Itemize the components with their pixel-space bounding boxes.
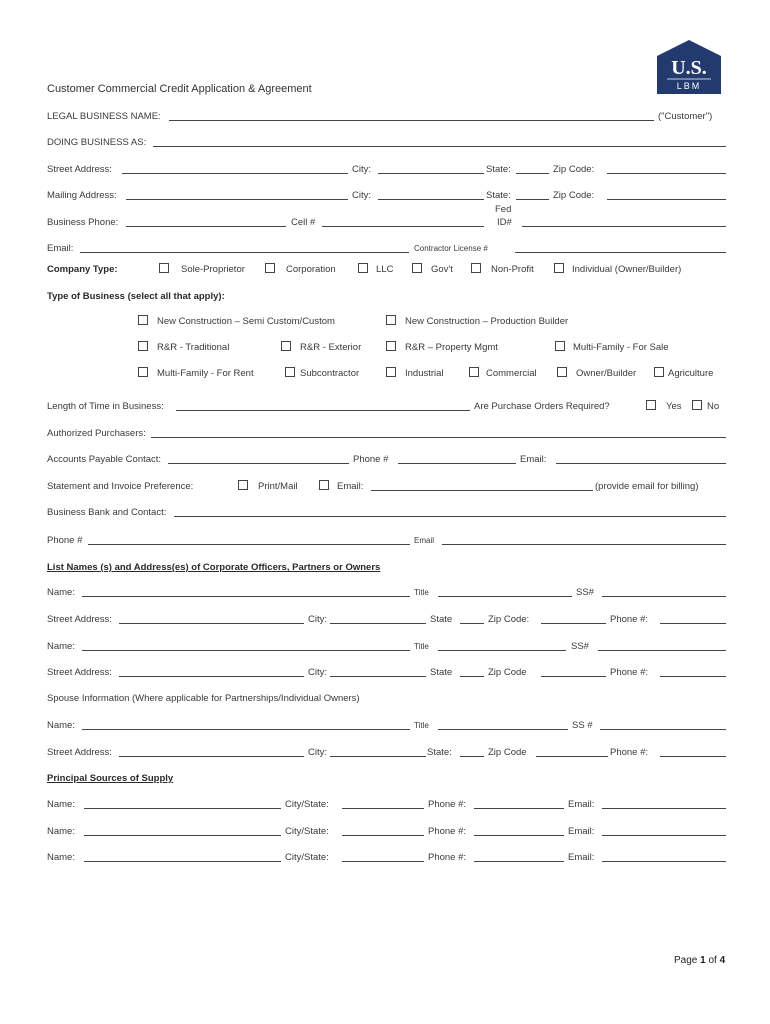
- officer1-city-field[interactable]: [330, 623, 426, 624]
- cell-label: Cell #: [291, 217, 316, 228]
- new-construction-custom-label: New Construction – Semi Custom/Custom: [157, 316, 335, 327]
- officer1-phone-label: Phone #:: [610, 614, 649, 625]
- mailing-label: Mailing Address:: [47, 190, 117, 201]
- street-label: Street Address:: [47, 164, 112, 175]
- page-indicator: [674, 955, 725, 966]
- multifamily-sale-checkbox[interactable]: [555, 341, 565, 351]
- supply3-name-field[interactable]: [84, 861, 281, 862]
- spouse-city-field[interactable]: [330, 756, 426, 757]
- contractor-license-field[interactable]: [515, 252, 726, 253]
- email-field[interactable]: [80, 252, 409, 253]
- ap-phone-label: Phone #: [353, 454, 389, 465]
- owner-builder-label: Owner/Builder: [576, 368, 637, 379]
- supply3-email-label: Email:: [568, 852, 595, 863]
- supply3-phone-label: Phone #:: [428, 852, 467, 863]
- state-field[interactable]: [516, 173, 549, 174]
- spouse-state-label: State:: [427, 747, 452, 758]
- officer2-street-label: Street Address:: [47, 667, 112, 678]
- officer2-title-label: Title: [414, 642, 429, 651]
- supply1-email-field[interactable]: [602, 808, 726, 809]
- non-profit-label: Non-Profit: [491, 264, 534, 275]
- mailing-state-field[interactable]: [516, 199, 549, 200]
- owner-builder-checkbox[interactable]: [557, 367, 567, 377]
- subcontractor-checkbox[interactable]: [285, 367, 295, 377]
- print-mail-checkbox[interactable]: [238, 480, 248, 490]
- page-word: Page: [674, 955, 701, 966]
- officer2-ss-field[interactable]: [598, 650, 726, 651]
- multifamily-rent-label: Multi-Family - For Rent: [157, 368, 254, 379]
- new-construction-custom-checkbox[interactable]: [138, 315, 148, 325]
- fed-label-line2: ID#: [497, 217, 512, 228]
- fed-label-line1: Fed: [495, 204, 512, 215]
- sole-proprietor-checkbox[interactable]: [159, 263, 169, 273]
- email-label: Email:: [47, 243, 74, 254]
- city-field[interactable]: [378, 173, 484, 174]
- new-construction-production-checkbox[interactable]: [386, 315, 396, 325]
- spouse-state-field[interactable]: [460, 756, 484, 757]
- llc-checkbox[interactable]: [358, 263, 368, 273]
- supply1-citystate-field[interactable]: [342, 808, 424, 809]
- page-total: 4: [719, 955, 726, 966]
- subcontractor-label: Subcontractor: [300, 368, 360, 379]
- rr-property-checkbox[interactable]: [386, 341, 396, 351]
- bank-phone-field[interactable]: [88, 544, 410, 545]
- business-type-label: Type of Business (select all that apply):: [47, 291, 225, 302]
- po-yes-checkbox[interactable]: [646, 400, 656, 410]
- us-lbm-logo: [655, 38, 723, 94]
- po-no-checkbox[interactable]: [692, 400, 702, 410]
- page-number: 1: [700, 955, 706, 966]
- supply2-citystate-field[interactable]: [342, 835, 424, 836]
- rr-traditional-label: R&R - Traditional: [157, 342, 230, 353]
- officer1-state-label: State: [430, 614, 453, 625]
- authorized-field[interactable]: [151, 437, 726, 438]
- print-mail-label: Print/Mail: [258, 481, 298, 492]
- supply1-email-label: Email:: [568, 799, 595, 810]
- supply-heading: Principal Sources of Supply: [47, 773, 174, 784]
- officer2-phone-field[interactable]: [660, 676, 726, 677]
- supply2-name-field[interactable]: [84, 835, 281, 836]
- officer1-name-field[interactable]: [82, 596, 410, 597]
- mailing-city-field[interactable]: [378, 199, 484, 200]
- officer1-ss-field[interactable]: [602, 596, 726, 597]
- supply2-phone-field[interactable]: [474, 835, 564, 836]
- length-label: Length of Time in Business:: [47, 401, 164, 412]
- officer1-street-field[interactable]: [119, 623, 304, 624]
- provide-email-note: (provide email for billing): [595, 481, 699, 492]
- mailing-field[interactable]: [126, 199, 348, 200]
- mailing-state-label: State:: [486, 190, 511, 201]
- customer-suffix: ("Customer"): [658, 111, 713, 122]
- supply1-phone-label: Phone #:: [428, 799, 467, 810]
- business-phone-label: Business Phone:: [47, 217, 119, 228]
- ap-contact-label: Accounts Payable Contact:: [47, 454, 162, 465]
- officer2-name-field[interactable]: [82, 650, 410, 651]
- officer2-ss-label: SS#: [571, 641, 589, 652]
- city-label: City:: [352, 164, 371, 175]
- supply3-name-label: Name:: [47, 852, 75, 863]
- form-title: Customer Commercial Credit Application & Agreement: [47, 83, 312, 95]
- corporation-label: Corporation: [286, 264, 336, 275]
- individual-checkbox[interactable]: [554, 263, 564, 273]
- multifamily-sale-label: Multi-Family - For Sale: [573, 342, 669, 353]
- rr-property-label: R&R – Property Mgmt: [405, 342, 498, 353]
- rr-exterior-label: R&R - Exterior: [300, 342, 362, 353]
- officer2-city-label: City:: [308, 667, 327, 678]
- svg-text:U.S.: U.S.: [671, 57, 707, 79]
- email-pref-label: Email:: [337, 481, 364, 492]
- zip-field[interactable]: [607, 173, 726, 174]
- po-label: Are Purchase Orders Required?: [474, 401, 610, 412]
- bank-phone-label: Phone #: [47, 535, 83, 546]
- fed-id-field[interactable]: [522, 226, 726, 227]
- supply3-phone-field[interactable]: [474, 861, 564, 862]
- industrial-label: Industrial: [405, 368, 444, 379]
- officer2-city-field[interactable]: [330, 676, 426, 677]
- rr-traditional-checkbox[interactable]: [138, 341, 148, 351]
- officer2-phone-label: Phone #:: [610, 667, 649, 678]
- govt-label: Gov't: [431, 264, 453, 275]
- bank-label: Business Bank and Contact:: [47, 507, 167, 518]
- new-construction-production-label: New Construction – Production Builder: [405, 316, 569, 327]
- officer1-city-label: City:: [308, 614, 327, 625]
- zip-label: Zip Code:: [553, 164, 595, 175]
- email-pref-checkbox[interactable]: [319, 480, 329, 490]
- officer2-state-field[interactable]: [460, 676, 484, 677]
- po-no-label: No: [707, 401, 720, 412]
- agriculture-checkbox[interactable]: [654, 367, 664, 377]
- billing-email-field[interactable]: [371, 490, 593, 491]
- officer1-zip-field[interactable]: [541, 623, 606, 624]
- spouse-ss-field[interactable]: [600, 729, 726, 730]
- spouse-title-label: Title: [414, 721, 429, 730]
- govt-checkbox[interactable]: [412, 263, 422, 273]
- legal-name-field[interactable]: [169, 120, 654, 121]
- supply2-phone-label: Phone #:: [428, 826, 467, 837]
- officer2-street-field[interactable]: [119, 676, 304, 677]
- po-yes-label: Yes: [666, 401, 682, 412]
- page-of: of: [705, 955, 720, 966]
- supply1-name-field[interactable]: [84, 808, 281, 809]
- officer2-name-label: Name:: [47, 641, 75, 652]
- spouse-street-label: Street Address:: [47, 747, 112, 758]
- officer1-title-field[interactable]: [438, 596, 572, 597]
- spouse-zip-label: Zip Code: [488, 747, 527, 758]
- bank-email-label: Email: [414, 536, 435, 545]
- commercial-checkbox[interactable]: [469, 367, 479, 377]
- multifamily-rent-checkbox[interactable]: [138, 367, 148, 377]
- spouse-title-field[interactable]: [438, 729, 568, 730]
- supply2-citystate-label: City/State:: [285, 826, 329, 837]
- mailing-zip-field[interactable]: [607, 199, 726, 200]
- sole-proprietor-label: Sole-Proprietor: [181, 264, 245, 275]
- supply1-name-label: Name:: [47, 799, 75, 810]
- spouse-ss-label: SS #: [572, 720, 593, 731]
- supply2-email-field[interactable]: [602, 835, 726, 836]
- officer2-zip-field[interactable]: [541, 676, 606, 677]
- industrial-checkbox[interactable]: [386, 367, 396, 377]
- spouse-name-label: Name:: [47, 720, 75, 731]
- spouse-zip-field[interactable]: [536, 756, 608, 757]
- supply3-email-field[interactable]: [602, 861, 726, 862]
- officer1-state-field[interactable]: [460, 623, 484, 624]
- spouse-phone-label: Phone #:: [610, 747, 649, 758]
- mailing-city-label: City:: [352, 190, 371, 201]
- svg-text:LBM: LBM: [676, 81, 702, 91]
- business-phone-field[interactable]: [126, 226, 286, 227]
- ap-email-label: Email:: [520, 454, 547, 465]
- ap-phone-field[interactable]: [398, 463, 516, 464]
- individual-label: Individual (Owner/Builder): [572, 264, 682, 275]
- cell-field[interactable]: [322, 226, 484, 227]
- length-field[interactable]: [176, 410, 470, 411]
- supply3-citystate-field[interactable]: [342, 861, 424, 862]
- dba-label: DOING BUSINESS AS:: [47, 137, 147, 148]
- officer2-state-label: State: [430, 667, 453, 678]
- officer2-title-field[interactable]: [438, 650, 566, 651]
- non-profit-checkbox[interactable]: [471, 263, 481, 273]
- contractor-license-label: Contractor License #: [414, 244, 488, 253]
- supply3-citystate-label: City/State:: [285, 852, 329, 863]
- bank-email-field[interactable]: [442, 544, 726, 545]
- rr-exterior-checkbox[interactable]: [281, 341, 291, 351]
- officers-heading: List Names (s) and Address(es) of Corporate Officers, Partners or Owners: [47, 562, 381, 573]
- officer1-phone-field[interactable]: [660, 623, 726, 624]
- statement-label: Statement and Invoice Preference:: [47, 481, 194, 492]
- street-field[interactable]: [122, 173, 348, 174]
- officer1-title-label: Title: [414, 588, 429, 597]
- agriculture-label: Agriculture: [668, 368, 714, 379]
- dba-field[interactable]: [153, 146, 726, 147]
- spouse-phone-field[interactable]: [660, 756, 726, 757]
- spouse-street-field[interactable]: [119, 756, 304, 757]
- llc-label: LLC: [376, 264, 394, 275]
- corporation-checkbox[interactable]: [265, 263, 275, 273]
- legal-name-label: LEGAL BUSINESS NAME:: [47, 111, 161, 122]
- spouse-label: Spouse Information (Where applicable for Partnerships/Individual Owners): [47, 693, 360, 704]
- spouse-name-field[interactable]: [82, 729, 410, 730]
- mailing-zip-label: Zip Code:: [553, 190, 595, 201]
- state-label: State:: [486, 164, 511, 175]
- officer1-name-label: Name:: [47, 587, 75, 598]
- spouse-city-label: City:: [308, 747, 327, 758]
- authorized-label: Authorized Purchasers:: [47, 428, 146, 439]
- commercial-label: Commercial: [486, 368, 537, 379]
- officer2-zip-label: Zip Code: [488, 667, 527, 678]
- officer1-zip-label: Zip Code:: [488, 614, 530, 625]
- supply2-name-label: Name:: [47, 826, 75, 837]
- ap-contact-field[interactable]: [168, 463, 349, 464]
- company-type-label: Company Type:: [47, 264, 118, 275]
- bank-field[interactable]: [174, 516, 726, 517]
- officer1-ss-label: SS#: [576, 587, 594, 598]
- officer1-street-label: Street Address:: [47, 614, 112, 625]
- supply1-phone-field[interactable]: [474, 808, 564, 809]
- supply1-citystate-label: City/State:: [285, 799, 329, 810]
- supply2-email-label: Email:: [568, 826, 595, 837]
- ap-email-field[interactable]: [556, 463, 726, 464]
